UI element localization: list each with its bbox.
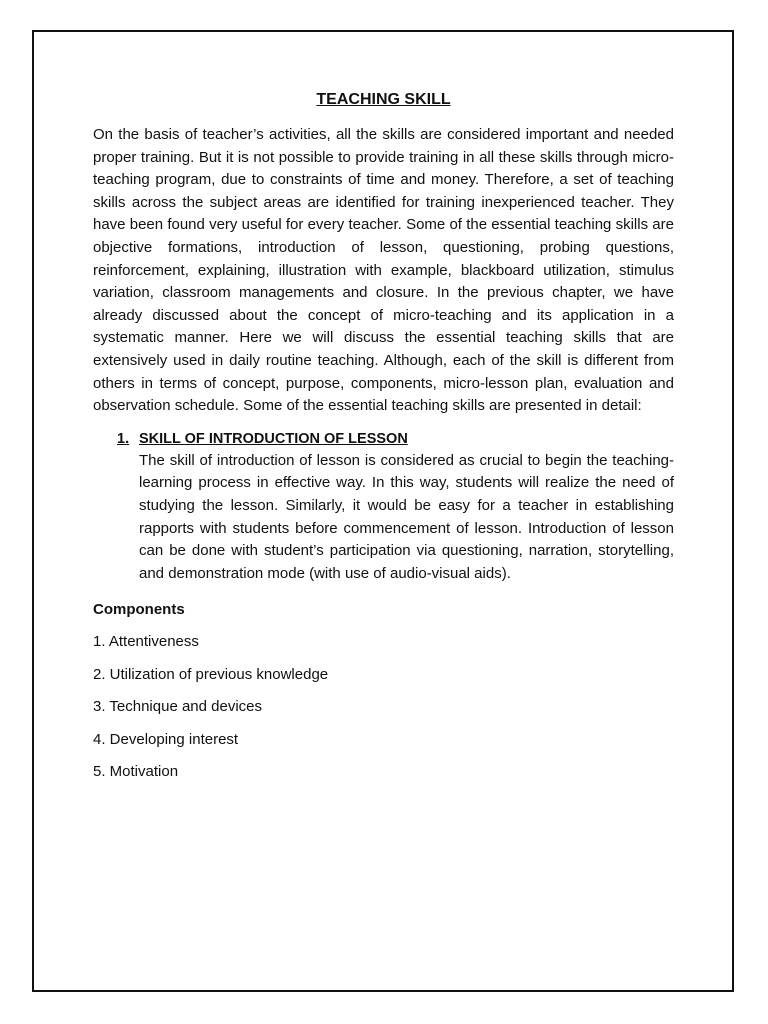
list-item: 3. Technique and devices xyxy=(93,698,263,716)
section-heading-text: SKILL OF INTRODUCTION OF LESSON xyxy=(139,430,408,447)
section-heading xyxy=(117,428,674,450)
section-paragraph: The skill of introduction of lesson is considered as crucial to begin the teaching-learning process in effective way. In this way, students will realize the need of studying the lesson. Similarly, it would be easy for a teacher in establishing rapports with students before commencement of lesson. Introduction of lesson can be done with student’s participation via questioning, narration, storytelling, and demonstration mode (with use of audio-visual aids). xyxy=(139,451,674,582)
intro-paragraph: On the basis of teacher’s activities, all the skills are considered important and needed proper training. But it is not possible to provide training in all these skills through micro-teaching program, due to constraints of time and money. Therefore, a set of teaching skills across the subject areas are identified for training inexperienced teacher. They have been found very useful for every teacher. Some of the essential teaching skills are objective formations, introduction of lesson, questioning, probing questions, reinforcement, explaining, illustration with example, blackboard utilization, stimulus variation, classroom managements and closure. In the previous chapter, we have already discussed about the concept of micro-teaching and its application in a systematic manner. Here we will discuss the essential teaching skills that are extensively used in daily routine teaching. Although, each of the skill is different from others in terms of concept, purpose, components, micro-lesson plan, evaluation and observation schedule. Some of the essential teaching skills are presented in detail: xyxy=(93,126,674,415)
section-introduction-of-lesson xyxy=(93,428,674,586)
list-item: 1. Attentiveness xyxy=(93,633,199,651)
page-title: TEACHING SKILL xyxy=(316,91,451,108)
document-body xyxy=(93,88,674,794)
components-list xyxy=(93,631,674,783)
components-heading: Components xyxy=(93,601,185,619)
section-number: 1. xyxy=(117,430,130,447)
list-item: 4. Developing interest xyxy=(93,730,239,748)
list-item: 2. Utilization of previous knowledge xyxy=(93,665,329,683)
list-item: 5. Motivation xyxy=(93,763,179,781)
